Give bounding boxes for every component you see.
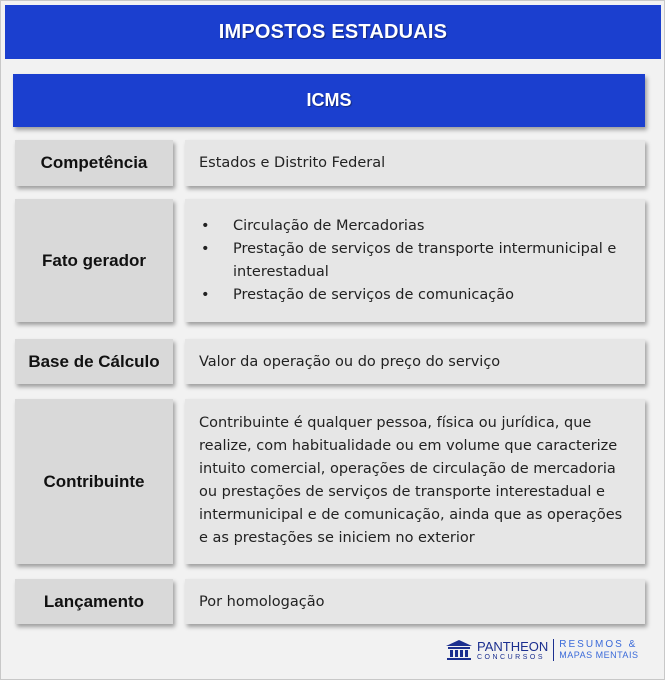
value-contribuinte (185, 399, 645, 564)
label-competencia: Competência (15, 140, 173, 186)
tax-name-header: ICMS (13, 74, 645, 127)
logo-tagline-line1: RESUMOS & (559, 639, 638, 650)
value-base-de-calculo-text: Valor da operação ou do preço do serviço (199, 353, 501, 370)
logo-tagline (559, 640, 638, 660)
label-lancamento: Lançamento (15, 579, 173, 624)
logo-tagline-line2: MAPAS MENTAIS (559, 650, 639, 660)
value-lancamento-text: Por homologação (199, 593, 325, 610)
pantheon-temple-icon (445, 639, 473, 661)
label-fato-gerador: Fato gerador (15, 199, 173, 322)
value-base-de-calculo (185, 339, 645, 384)
logo-divider (553, 639, 554, 661)
value-fato-gerador (185, 199, 645, 322)
logo-brand (477, 640, 548, 661)
pantheon-logo (445, 637, 650, 663)
label-base-de-calculo: Base de Cálculo (15, 339, 173, 384)
value-competencia (185, 140, 645, 186)
fato-gerador-list (199, 215, 631, 307)
value-competencia-text: Estados e Distrito Federal (199, 155, 386, 171)
page-title: IMPOSTOS ESTADUAIS (5, 5, 661, 59)
list-item: • Prestação de serviços de transporte intermunicipal e interestadual (199, 238, 631, 284)
label-contribuinte: Contribuinte (15, 399, 173, 564)
list-item: • Prestação de serviços de comunicação (199, 284, 631, 307)
value-lancamento (185, 579, 645, 624)
logo-sub: CONCURSOS (477, 653, 546, 661)
value-contribuinte-text: Contribuinte é qualquer pessoa, física ou jurídica, que realize, com habitualidade ou em volume que caracterize intuito comercial, operações de circulação de mercadoria ou prestações de serviços de transporte interestadual e intermunicipal e de comunicação, ainda que as operações e as prestações se iniciem no exterior (199, 415, 623, 546)
logo-name: PANTHEON (477, 638, 549, 654)
list-item: • Circulação de Mercadorias (199, 215, 631, 238)
